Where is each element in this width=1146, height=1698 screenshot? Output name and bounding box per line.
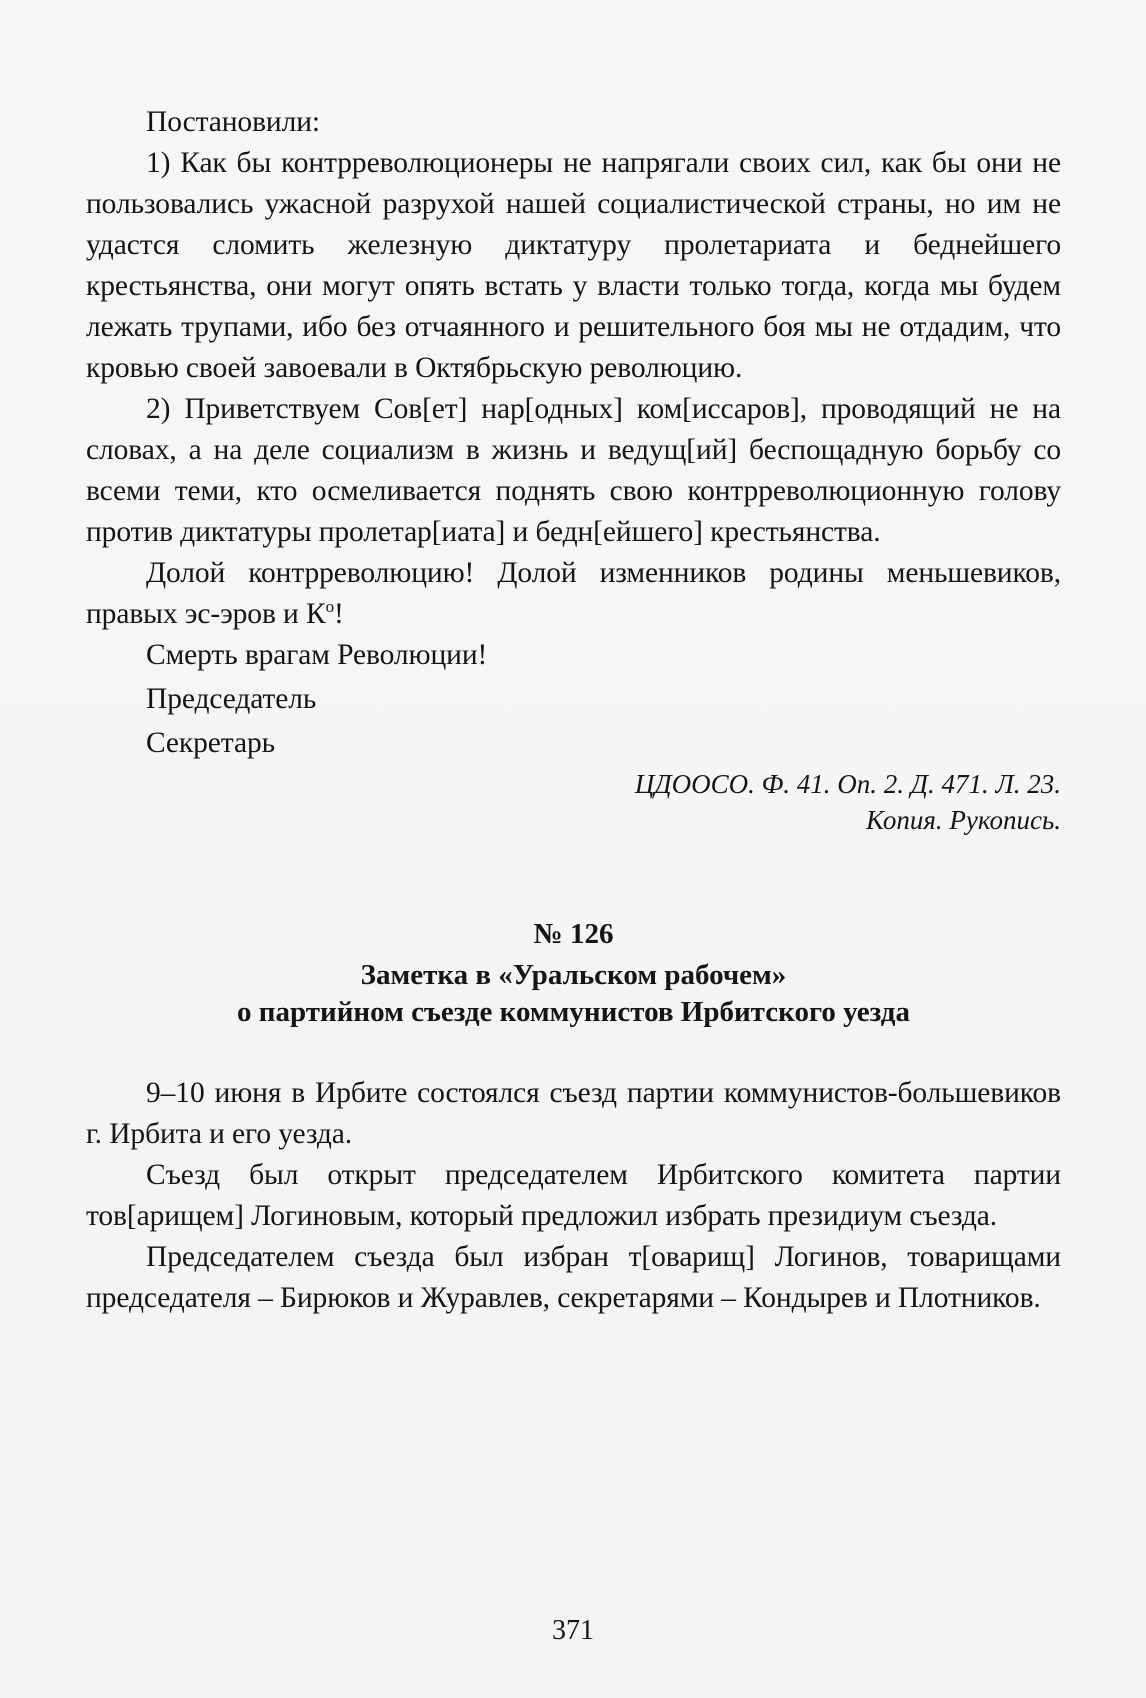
resolution-2: 2) Приветствуем Сов[ет] нар[одных] ком[иссаров], проводящий не на словах, а на деле социализм в жизнь и ведущ[ий] беспощадную борьбу со всеми теми, кто осмеливается поднять свою контрреволюционную голову против диктатуры пролетар[иата] и бедн[ейшего] крестьянства. (86, 393, 1061, 548)
slogan-1-ending: ! (334, 598, 344, 630)
page-content (86, 102, 1061, 1319)
resolved-heading: Постановили: (146, 106, 320, 138)
document-number: № 126 (533, 918, 614, 950)
doc126-paragraph-1: 9–10 июня в Ирбите состоялся съезд партии коммунистов-большевиков г. Ирбита и его уезда. (86, 1077, 1061, 1150)
resolution-1: 1) Как бы контрреволюционеры не напрягали своих сил, как бы они не пользовались ужасной разрухой нашей социалистической страны, но им не удастся сломить железную диктатуру пролетариата и беднейшего крестьянства, они могут опять встать у власти только тогда, когда мы будем лежать трупами, ибо без отчаянного и решительного боя мы не отдадим, что кровью своей завоевали в Октябрьскую революцию. (86, 147, 1061, 384)
chairman-signature-line: Председатель (146, 683, 317, 715)
document-126-header (86, 916, 1061, 1031)
archival-source (86, 766, 1061, 838)
slogan-1-text: Долой контрреволюцию! Долой изменников родины меньшевиков, правых эс-эров и К (86, 557, 1061, 630)
slogan-1-superscript: о (325, 597, 334, 617)
doc126-paragraph-2: Съезд был открыт председателем Ирбитского комитета партии тов[арищем] Логиновым, который предложил избрать президиум съезда. (86, 1159, 1061, 1232)
page-number: 371 (552, 1615, 594, 1646)
document-title-line-2: о партийном съезде коммунистов Ирбитского уезда (237, 996, 910, 1028)
document-title-line-1: Заметка в «Уральском рабочем» (360, 959, 787, 991)
document-126-body (86, 1073, 1061, 1319)
source-type: Копия. Рукопись. (865, 805, 1061, 835)
secretary-signature-line: Секретарь (146, 727, 275, 759)
source-reference: ЦДООСО. Ф. 41. Оп. 2. Д. 471. Л. 23. (634, 769, 1061, 799)
slogan-2: Смерть врагам Революции! (146, 639, 488, 671)
slogan-1 (86, 553, 1061, 635)
doc126-paragraph-3: Председателем съезда был избран т[оварищ] Логинов, товарищами председателя – Бирюков и Журавлев, секретарями – Кондырев и Плотников. (86, 1241, 1061, 1314)
